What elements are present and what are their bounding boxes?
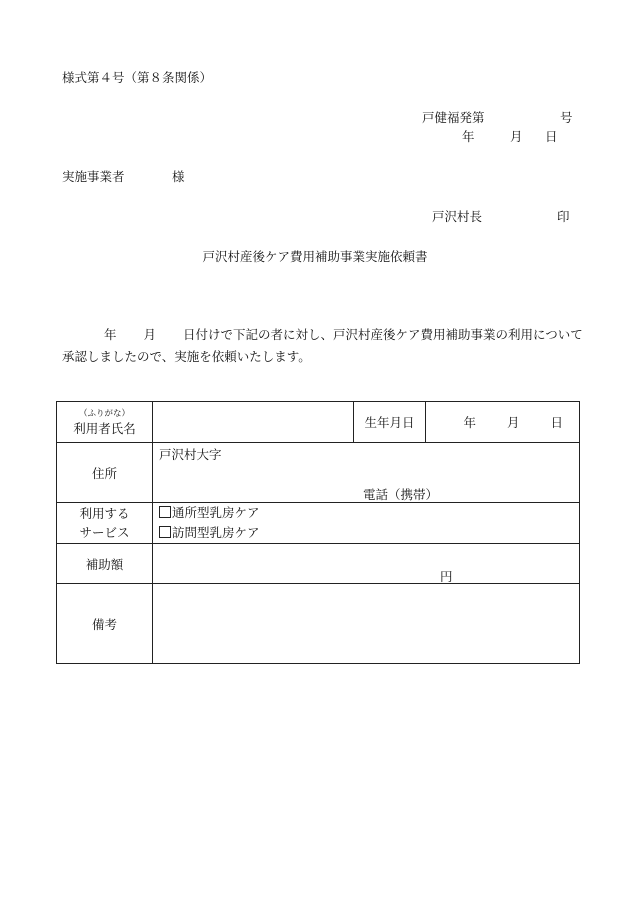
service-label-line-2: サービス [79, 525, 130, 540]
amount-row [57, 544, 580, 584]
service-label-line-1: 利用する [79, 506, 130, 521]
name-label: 利用者氏名 [73, 420, 136, 436]
issue-date-year: 年 [462, 129, 475, 144]
issue-date-month: 月 [510, 129, 523, 144]
applicant-table [56, 401, 580, 664]
phone-label: 電話（携帯） [363, 487, 439, 502]
body-year: 年 [104, 327, 117, 342]
service-label-cell [57, 503, 153, 544]
issuer-seal: 印 [557, 209, 570, 224]
checkbox-icon[interactable] [159, 506, 171, 518]
amount-unit: 円 [440, 568, 453, 584]
service-option-outpatient[interactable] [153, 503, 579, 523]
birth-field[interactable] [426, 402, 580, 443]
remarks-label: 備考 [57, 584, 153, 664]
document-number-suffix: 号 [560, 110, 573, 125]
service-row [57, 503, 580, 544]
address-prefix: 戸沢村大字 [159, 447, 222, 462]
body-month: 月 [143, 327, 157, 342]
name-label-cell [57, 402, 153, 443]
issuer-name: 戸沢村長 [432, 209, 483, 224]
birth-month: 月 [506, 415, 520, 430]
document-title: 戸沢村産後ケア費用補助事業実施依頼書 [202, 249, 428, 264]
document-number-label: 戸健福発第 [422, 110, 485, 125]
name-field[interactable] [153, 402, 354, 443]
address-field[interactable] [153, 443, 580, 503]
amount-label: 補助額 [57, 544, 153, 584]
addressee-label: 実施事業者 [62, 169, 125, 184]
birth-day: 日 [550, 415, 563, 430]
birth-year: 年 [463, 415, 476, 430]
checkbox-icon[interactable] [159, 526, 171, 538]
address-row [57, 443, 580, 503]
addressee-honorific: 様 [172, 169, 185, 184]
service-option-visit[interactable] [153, 523, 579, 543]
issue-date-day: 日 [545, 129, 558, 144]
body-text: 日付けで下記の者に対し、戸沢村産後ケア費用補助事業の利用について承認しましたので、実施を依頼いたします。 [62, 327, 583, 364]
body-paragraph [62, 324, 590, 368]
amount-field[interactable] [153, 544, 580, 584]
address-label: 住所 [57, 443, 153, 503]
service-option-label: 通所型乳房ケア [172, 505, 260, 520]
birth-label: 生年月日 [354, 402, 426, 443]
service-option-label: 訪問型乳房ケア [172, 525, 260, 540]
remarks-field[interactable] [153, 584, 580, 664]
remarks-row [57, 584, 580, 664]
furigana-label: （ふりがな） [78, 408, 130, 419]
name-row [57, 402, 580, 443]
form-code: 様式第４号（第８条関係） [62, 70, 213, 85]
service-options [153, 503, 580, 544]
